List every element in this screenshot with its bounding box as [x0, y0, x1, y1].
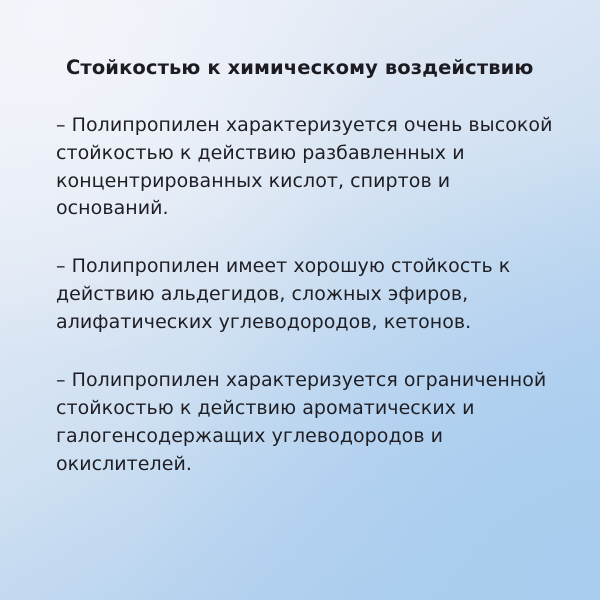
slide-heading: Стойкостью к химическому воздействию	[66, 56, 534, 79]
body-paragraph-3: – Полипропилен характеризуется ограниченной стойкостью к действию ароматических и галогенсодержащих углеводородов и окислителей.	[56, 369, 547, 475]
body-paragraph-1: – Полипропилен характеризуется очень высокой стойкостью к действию разбавленных и концентрированных кислот, спиртов и оснований.	[56, 113, 553, 220]
slide-content	[56, 54, 560, 479]
body-paragraph-2: – Полипропилен имеет хорошую стойкость к действию альдегидов, сложных эфиров, алифатических углеводородов, кетонов.	[56, 255, 511, 334]
